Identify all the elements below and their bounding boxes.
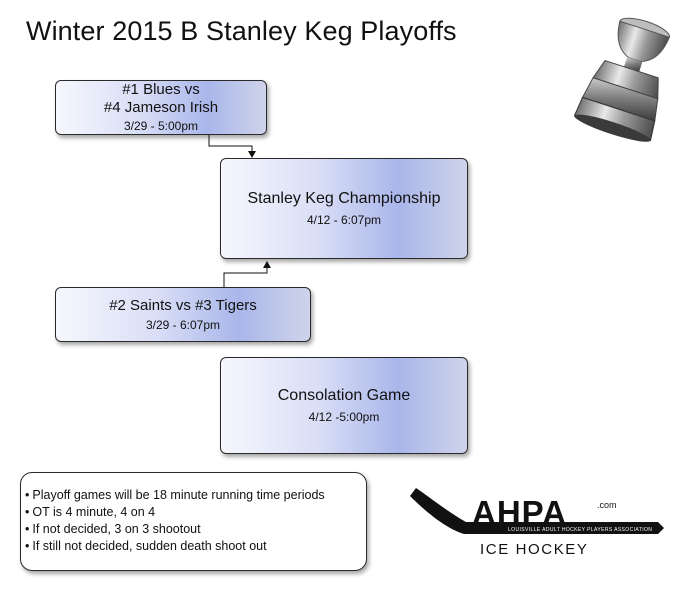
championship-time: 4/12 - 6:07pm	[306, 213, 382, 227]
logo-subtitle: ICE HOCKEY	[480, 541, 589, 558]
semifinal-2-time: 3/29 - 6:07pm	[145, 317, 221, 332]
ahpa-logo	[408, 478, 670, 568]
semifinal-2-box	[55, 287, 311, 342]
page-title: Winter 2015 B Stanley Keg Playoffs	[26, 16, 457, 46]
logo-suffix: .com	[597, 500, 617, 510]
semifinal-1-arrow	[248, 151, 256, 158]
consolation-title: Consolation Game	[277, 387, 411, 404]
rule-item: • Playoff games will be 18 minute running time periods	[25, 487, 366, 504]
semifinal-1-matchup-line2: #4 Jameson Irish	[103, 99, 219, 116]
rule-item: • If still not decided, sudden death shoot out	[25, 538, 366, 555]
consolation-box	[220, 357, 468, 454]
championship-title: Stanley Keg Championship	[247, 190, 441, 207]
semifinal-1-matchup-line1: #1 Blues vs	[122, 81, 200, 98]
championship-box	[220, 158, 468, 259]
rule-item: • OT is 4 minute, 4 on 4	[25, 504, 366, 521]
consolation-time: 4/12 -5:00pm	[308, 410, 380, 424]
logo-association: LOUISVILLE ADULT HOCKEY PLAYERS ASSOCIATION	[508, 527, 653, 533]
rules-box	[20, 472, 367, 571]
semifinal-2-matchup: #2 Saints vs #3 Tigers	[109, 296, 257, 314]
semifinal-2-arrow	[263, 261, 271, 268]
semifinal-2-connector	[224, 268, 267, 287]
semifinal-1-time: 3/29 - 5:00pm	[123, 119, 199, 133]
semifinal-1-box	[55, 80, 267, 135]
logo-name: AHPA	[472, 494, 568, 531]
semifinal-1-connector	[209, 135, 252, 151]
rule-item: • If not decided, 3 on 3 shootout	[25, 521, 366, 538]
